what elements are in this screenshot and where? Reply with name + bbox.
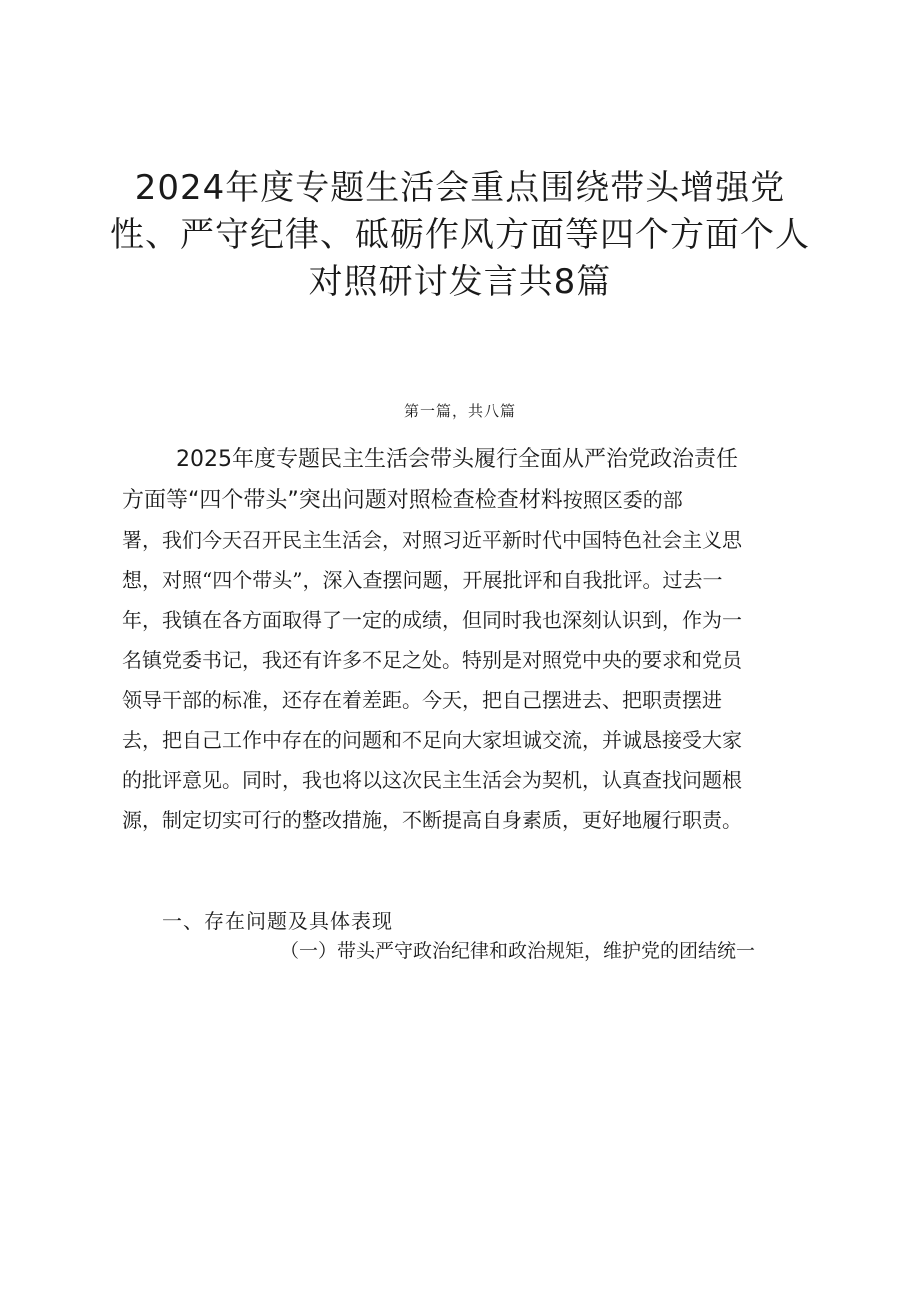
- body-line-4: 名镇党委书记，我还有许多不足之处。特别是对照党中央的要求和党员: [122, 648, 742, 672]
- body-line-5: 领导干部的标准，还存在着差距。今天，把自己摆进去、把职责摆进: [122, 688, 722, 712]
- article-heading-line-2: [122, 480, 812, 520]
- article-heading-line-2-text: 方面等“四个带头”突出问题对照检查检查材料: [122, 488, 563, 513]
- body-line-8: 源，制定切实可行的整改措施，不断提高自身素质，更好地履行职责。: [122, 808, 742, 832]
- title-line-1: 2024年度专题生活会重点围绕带头增强党: [134, 168, 786, 208]
- body-line-6: 去，把自己工作中存在的问题和不足向大家坦诚交流，并诚恳接受大家: [122, 728, 742, 752]
- document-title: [90, 165, 830, 306]
- section-label: 第一篇，共八篇: [403, 402, 516, 420]
- article-heading-line-1: 2025年度专题民主生活会带头履行全面从严治党政治责任: [176, 447, 738, 472]
- item-heading: （一）带头严守政治纪律和政治规矩，维护党的团结统一: [280, 940, 756, 962]
- body-line-2: 想，对照“四个带头”，深入查摆问题，开展批评和自我批评。过去一: [122, 568, 723, 592]
- body-line-3: 年，我镇在各方面取得了一定的成绩，但同时我也深刻认识到，作为一: [122, 608, 742, 632]
- article-body: [122, 440, 812, 840]
- body-line-tail: 按照区委的部: [562, 488, 683, 512]
- subsection-heading: 一、存在问题及具体表现: [162, 909, 393, 933]
- body-line-7: 的批评意见。同时，我也将以这次民主生活会为契机，认真查找问题根: [122, 768, 742, 792]
- title-line-2: 性、严守纪律、砥砺作风方面等四个方面个人: [110, 215, 810, 255]
- body-line-1: 署，我们今天召开民主生活会，对照习近平新时代中国特色社会主义思: [122, 528, 742, 552]
- title-line-3: 对照研讨发言共8篇: [308, 262, 612, 302]
